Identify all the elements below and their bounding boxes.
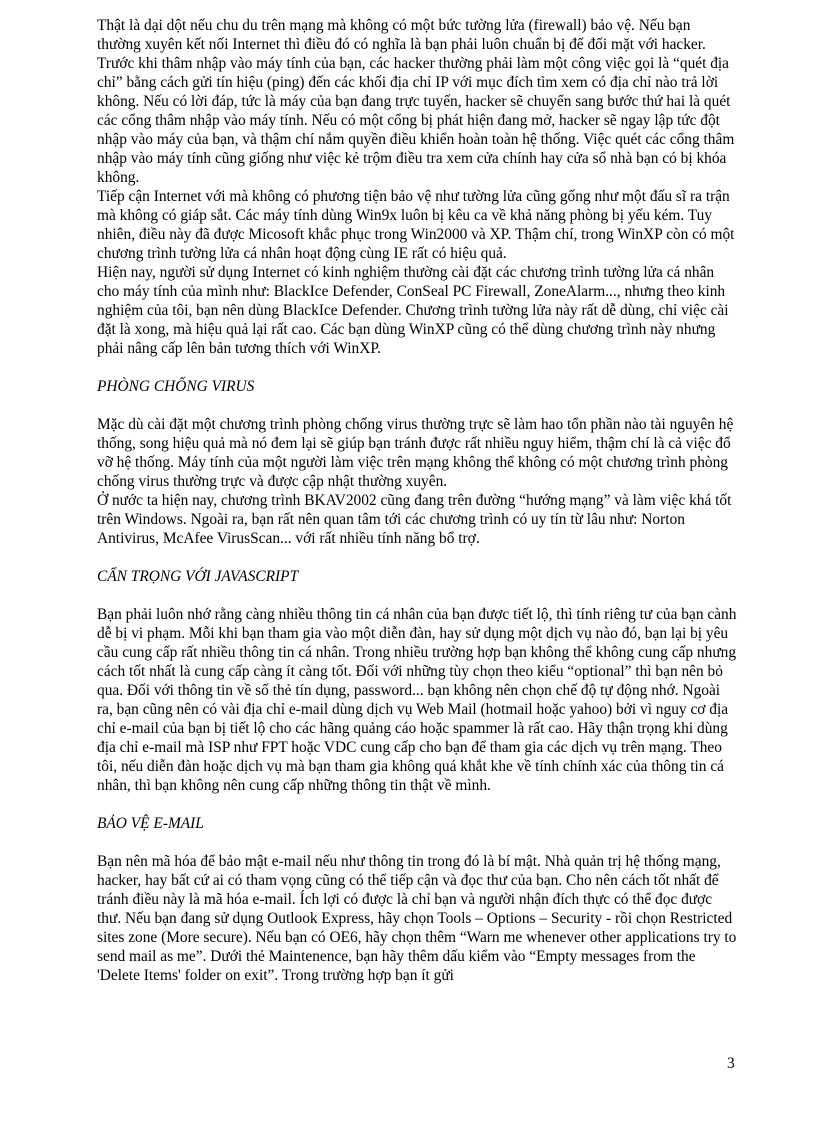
section-heading: CẨN TRỌNG VỚI JAVASCRIPT (97, 568, 299, 585)
section-paragraph: Bạn nên mã hóa để bảo mật e-mail nếu như thông tin trong đó là bí mật. Nhà quản trị hệ thống mạng, hacker, hay bất cứ ai có tham vọng cũng có thể tiếp cận và đọc thư của bạn. Cho nên cách tốt nhất để tránh điều này là mã hóa e-mail. Ích lợi có được là chỉ bạn và người nhận đích thực có thể đọc được thư. Nếu bạn đang sử dụng Outlook Express, hãy chọn Tools – Options – Security - rồi chọn Restricted sites zone (More secure). Nếu bạn có OE6, hãy chọn thêm “Warn me whenever other applications try to send mail as me”. Dưới thẻ Maintenence, bạn hãy thêm dấu kiểm vào “Empty messages from the 'Delete Items' folder on exit”. Trong trường hợp bạn ít gửi (97, 853, 737, 984)
document-page (97, 16, 737, 985)
section-paragraph: Ở nước ta hiện nay, chương trình BKAV2002 cũng đang trên đường “hướng mạng” và làm việc khá tốt trên Windows. Ngoài ra, bạn rất nên quan tâm tới các chương trình có uy tín từ lâu như: Norton Antivirus, McAfee VirusScan... với rất nhiều tính năng bổ trợ. (97, 492, 732, 547)
intro-paragraph: Thật là dại dột nếu chu du trên mạng mà không có một bức tường lửa (firewall) bảo vệ. Nếu bạn thường xuyên kết nối Internet thì điều đó có nghĩa là bạn phải luôn chuẩn bị để đối mặt với hacker. (97, 17, 706, 53)
intro-paragraph: Trước khi thâm nhập vào máy tính của bạn, các hacker thường phải làm một công việc gọi là “quét địa chỉ” bằng cách gửi tín hiệu (ping) đến các khối địa chỉ IP với mục đích tìm xem có địa chỉ nào trả lời không. Nếu có lời đáp, tức là máy của bạn đang trực tuyến, hacker sẽ chuyển sang bước thứ hai là quét các cổng thâm nhập vào máy tính. Nếu có một cổng bị phát hiện đang mở, hacker sẽ ngay lập tức đột nhập vào máy của bạn, và thậm chí nắm quyền điều khiển hoàn toàn hệ thống. Việc quét các cổng thâm nhập vào máy tính cũng giống như việc kẻ trộm điều tra xem cửa chính hay cửa sổ nhà bạn có bị khóa không. (97, 55, 735, 186)
section-heading: BẢO VỆ E-MAIL (97, 815, 204, 832)
intro-paragraph: Tiếp cận Internet với mà không có phương tiện bảo vệ như tường lửa cũng gống như một đấu sĩ ra trận mà không có giáp sắt. Các máy tính dùng Win9x luôn bị kêu ca về khả năng phòng bị yếu kém. Tuy nhiên, điều này đã được Micosoft khắc phục trong Win2000 và XP. Thậm chí, trong WinXP còn có một chương trình tường lửa cá nhân hoạt động cùng IE rất có hiệu quả. (97, 188, 735, 262)
page-number: 3 (727, 1055, 735, 1072)
section-paragraph: Mặc dù cài đặt một chương trình phòng chống virus thường trực sẽ làm hao tổn phần nào tài nguyên hệ thống, song hiệu quả mà nó đem lại sẽ giúp bạn tránh được rất nhiều nguy hiểm, thậm chí là cả việc đổ vỡ hệ thống. Máy tính của một người làm việc trên mạng không thể không có một chương trình phòng chống virus thường trực và được cập nhật thường xuyên. (97, 416, 734, 490)
section-heading: PHÒNG CHỐNG VIRUS (97, 378, 255, 395)
intro-paragraph: Hiện nay, người sử dụng Internet có kinh nghiệm thường cài đặt các chương trình tường lửa cá nhân cho máy tính của mình như: BlackIce Defender, ConSeal PC Firewall, ZoneAlarm..., nhưng theo kinh nghiệm của tôi, bạn nên dùng BlackIce Defender. Chương trình tường lửa này rất dễ dùng, chỉ việc cài đặt là xong, mà hiệu quả lại rất cao. Các bạn dùng WinXP cũng có thể dùng chương trình này nhưng phải nâng cấp lên bản tương thích với WinXP. (97, 264, 729, 357)
section-paragraph: Bạn phải luôn nhớ rằng càng nhiều thông tin cá nhân của bạn được tiết lộ, thì tính riêng tư của bạn cành dễ bị vi phạm. Mỗi khi bạn tham gia vào một diễn đàn, hay sử dụng một dịch vụ nào đó, bạn lại bị yêu cầu cung cấp rất nhiều thông tin cá nhân. Trong nhiều trường hợp bạn không thể không cung cấp nhưng cách tốt nhất là cung cấp càng ít càng tốt. Đối với những tùy chọn theo kiểu “optional” thì bạn nên bỏ qua. Đối với thông tin về số thẻ tín dụng, password... bạn không nên chọn chế độ tự động nhớ. Ngoài ra, bạn cũng nên có vài địa chỉ e-mail dùng dịch vụ Web Mail (hotmail hoặc yahoo) bởi vì nguy cơ địa chỉ e-mail của bạn bị tiết lộ cho các hãng quảng cáo hoặc spammer là rất cao. Hãy thận trọng khi dùng địa chỉ e-mail mà ISP như FPT hoặc VDC cung cấp cho bạn để tham gia các dịch vụ trên mạng. Theo tôi, nếu diễn đàn hoặc dịch vụ mà bạn tham gia không quá khắt khe về tính chính xác của thông tin cá nhân, thì bạn không nên cung cấp những thông tin thật về mình. (97, 606, 737, 794)
